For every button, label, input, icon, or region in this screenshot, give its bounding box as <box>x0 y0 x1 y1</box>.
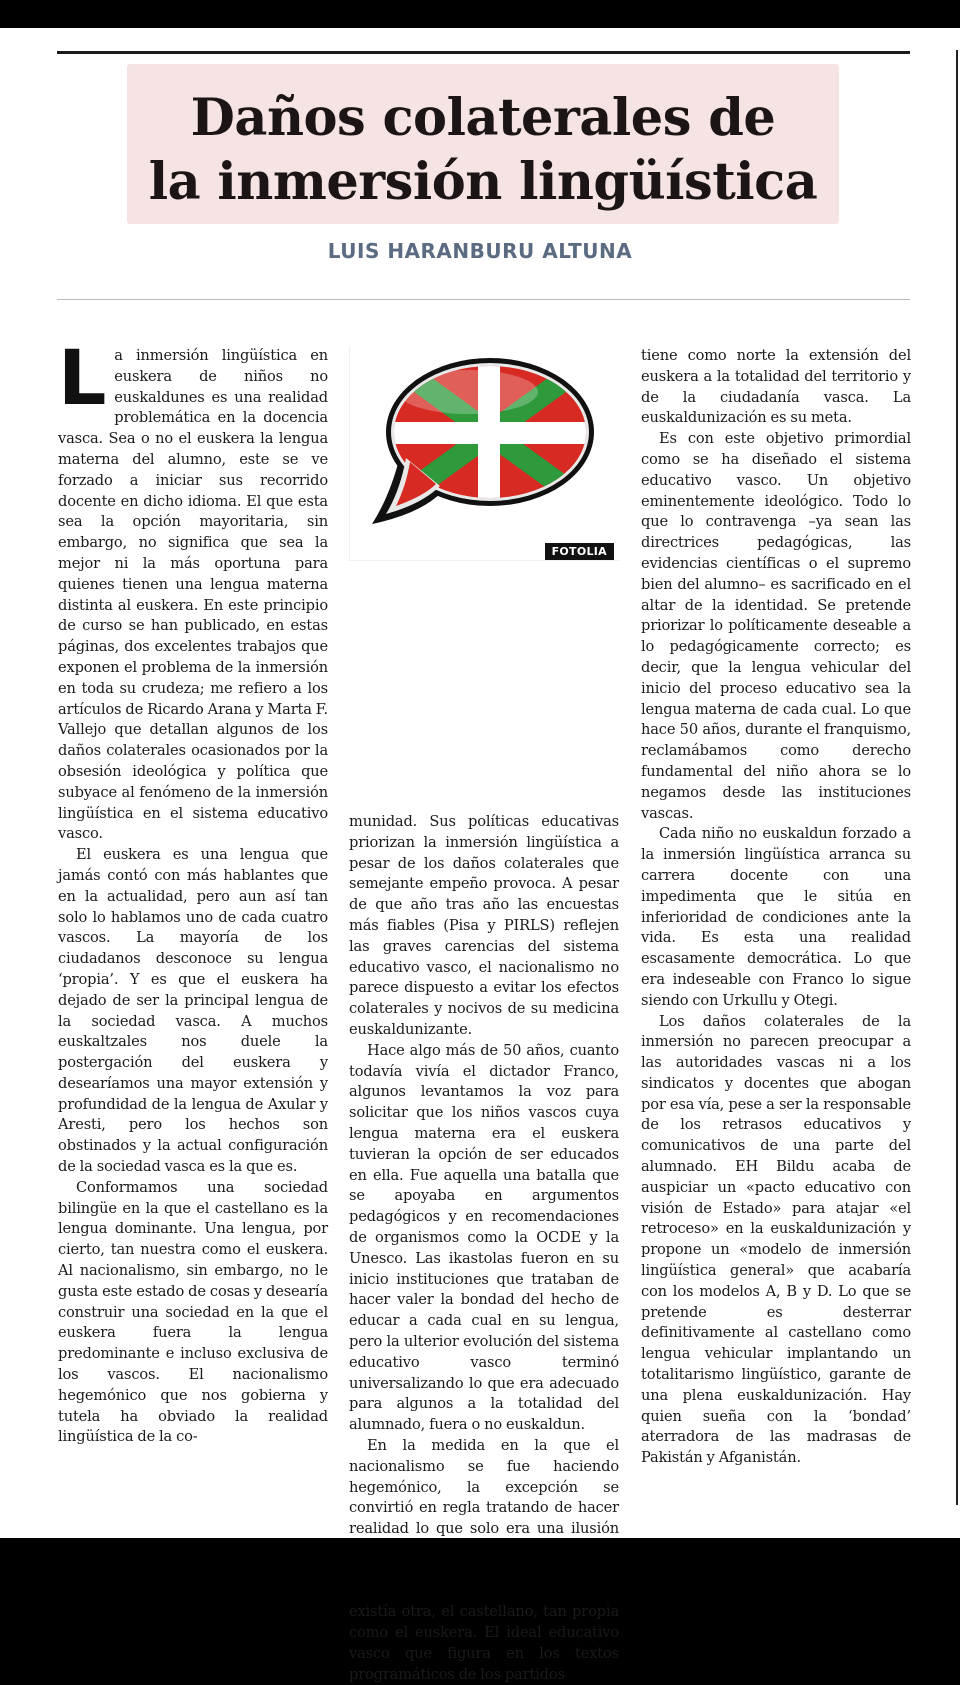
separator-rule <box>57 299 910 300</box>
paragraph: Cada niño no euskaldun forzado a la inmersión lingüística arranca su carrera docente con una impedimenta que le sitúa en inferioridad de condiciones ante la vida. Es esta una realidad escasamente democrática. Lo que era indeseable con Franco lo sigue siendo con Urkullu y Otegi. <box>641 825 911 1009</box>
paragraph: Es con este objetivo primordial como se ha diseñado el sistema educativo vasco. Un objetivo eminentemente ideológico. Todo lo que lo contravenga –ya sean las directrices pedagógicas, las evidencias científicas o el supremo bien del alumno– es sacrificado en el altar de la identidad. Se pretende priorizar lo políticamente deseable a lo pedagógicamente correcto; es decir, que la lengua vehicular del inicio del proceso educativo sea la lengua materna de cada cual. Lo que hace 50 años, durante el franquismo, reclamábamos como derecho fundamental del niño ahora se lo negamos desde las instituciones vascas. <box>641 430 911 822</box>
headline <box>127 64 839 214</box>
paragraph: En la medida en la que el nacionalismo se fue haciendo hegemónico, la excepción se convirtió en regla tratando de hacer realidad lo que solo era una ilusión existía otra, el castellano, tan propia como el euskera. El ideal educativo vasco que figura en los textos programáticos de los partidos <box>349 1436 619 1683</box>
page-edge-rule <box>956 50 958 1505</box>
column-3 <box>641 346 911 1469</box>
top-rule <box>57 51 910 54</box>
article-image <box>349 346 620 561</box>
dropcap: L <box>58 333 107 422</box>
headline-line-2: la inmersión lingüística <box>148 152 818 212</box>
paragraph: Los daños colaterales de la inmersión no parecen preocupar a las autoridades vascas ni a los sindicatos y docentes que abogan por esa vía, pese a ser la responsable de los retrasos educativos y comunicativos de una parte del alumnado. EH Bildu acaba de auspiciar un «pacto educativo con visión de Estado» para atajar «el retroceso» en la euskaldunización y propone un «modelo de inmersión lingüística general» que acabaría con los modelos A, B y D. Lo que se pretende es desterrar definitivamente al castellano como lengua vehicular implantando un totalitarismo lingüístico, garante de una plena euskaldunización. Hay quien sueña con la ‘bondad’ aterradora de las madrasas de Pakistán y Afganistán. <box>641 1012 911 1467</box>
column-1 <box>58 333 328 1448</box>
paragraph: Hace algo más de 50 años, cuanto todavía vivía el dictador Franco, algunos levantamos la voz para solicitar que los niños vascos cuya lengua materna era el euskera tuvieran la opción de ser educados en ella. Fue aquella una batalla que se apoyaba en argumentos pedagógicos y en recomendaciones de organismos como la OCDE y la Unesco. Las ikastolas fueron en su inicio instituciones que trataban de hacer valer la bondad del hecho de educar a cada cual en su lengua, pero la ulterior evolución del sistema educativo vasco terminó universalizando lo que era adecuado para algunos a la totalidad del alumnado, fuera o no euskaldun. <box>349 1041 619 1434</box>
paragraph-text: a inmersión lingüística en euskera de niños no euskaldunes es una realidad problemática en la docencia vasca. Sea o no el euskera la lengua materna del alumno, este se ve forzado a iniciar sus recorrido docente en dicho idioma. El que esta sea la opción mayoritaria, sin embargo, no significa que sea la mejor ni la más oportuna para quienes tienen una lengua materna distinta al euskera. En este principio de curso se han publicado, en estas páginas, dos excelentes trabajos que exponen el problema de la inmersión en toda su crudeza; me refiero a los artículos de Ricardo Arana y Marta F. Vallejo que detallan algunos de los daños colaterales ocasionados por la obsesión ideológica y política que subyace al fenómeno de la inmersión lingüística en el sistema educativo vasco. <box>58 347 328 843</box>
photo-credit: FOTOLIA <box>545 543 614 560</box>
byline: LUIS HARANBURU ALTUNA <box>327 239 633 263</box>
headline-line-1: Daños colaterales de <box>190 88 776 148</box>
headline-box <box>127 64 839 224</box>
paragraph <box>58 333 328 845</box>
paragraph: munidad. Sus políticas educativas priorizan la inmersión lingüística a pesar de los daños colaterales que semejante empeño provoca. A pesar de que año tras año las encuestas más fiables (Pisa y PIRLS) reflejen las graves carencias del sistema educativo vasco, el nacionalismo no parece dispuesto a evitar los efectos colaterales y nocivos de su medicina euskaldunizante. <box>349 813 619 1038</box>
speech-bubble-ikurrina-icon <box>350 346 620 560</box>
paragraph: El euskera es una lengua que jamás contó con más hablantes que en la actualidad, pero aun así tan solo lo hablamos uno de cada cuatro vascos. La mayoría de los ciudadanos desconoce su lengua ‘propia’. Y es que el euskera ha dejado de ser la principal lengua de la sociedad vasca. A muchos euskaltzales nos duele la postergación del euskera y desearíamos una mayor extensión y profundidad de la lengua de Axular y Aresti, pero los hechos son obstinados y la actual configuración de la sociedad vasca es la que es. <box>58 846 328 1176</box>
newspaper-page <box>0 28 960 1683</box>
bottom-bar <box>0 1538 960 1600</box>
paragraph: tiene como norte la extensión del euskera a la totalidad del territorio y de la ciudadanía vasca. La euskaldunización es su meta. <box>641 347 911 427</box>
paragraph: Conformamos una sociedad bilingüe en la que el castellano es la lengua dominante. Una lengua, por cierto, tan nuestra como el euskera. Al nacionalismo, sin embargo, no le gusta este estado de cosas y desearía construir una sociedad en la que el euskera fuera la lengua predominante e incluso exclusiva de los vascos. El nacionalismo hegemónico que nos gobierna y tutela ha obviado la realidad lingüística de la co- <box>58 1178 328 1446</box>
